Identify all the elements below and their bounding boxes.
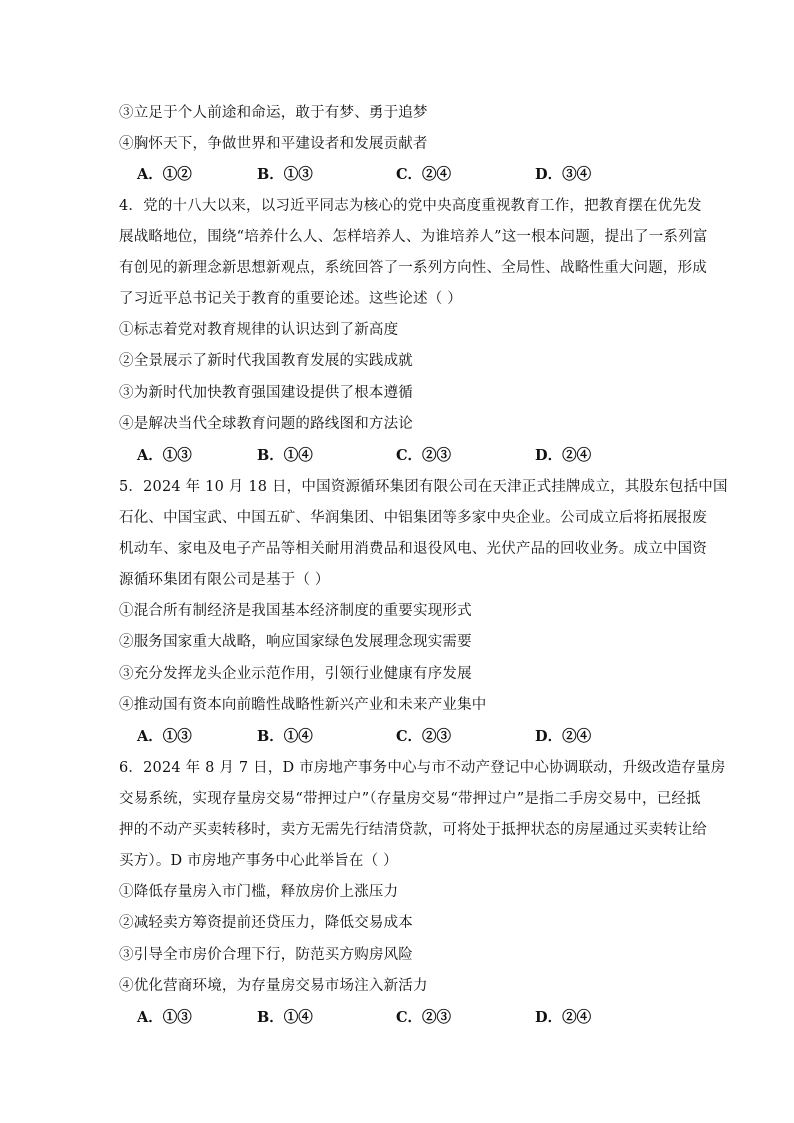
q4-statement-1: ①标志着党对教育规律的认识达到了新高度 — [119, 322, 399, 338]
q5-option-c[interactable]: C．②③ — [396, 728, 452, 745]
q6-option-a[interactable]: A．①③ — [137, 1009, 192, 1026]
q3-option-a[interactable]: A．①② — [137, 166, 192, 183]
q6-stem-line-2: 交易系统，实现存量房交易“带押过户”（存量房交易“带押过户”是指二手房交易中，已经抵 — [119, 791, 701, 807]
q4-statement-2: ②全景展示了新时代我国教育发展的实践成就 — [119, 353, 413, 369]
q6-option-d[interactable]: D．②④ — [535, 1009, 592, 1026]
q4-option-c[interactable]: C．②③ — [396, 447, 452, 464]
q6-statement-3: ③引导全市房价合理下行，防范买方购房风险 — [119, 947, 413, 963]
q5-option-b[interactable]: B．①④ — [257, 728, 313, 745]
q5-stem-line-4: 源循环集团有限公司是基于（ ） — [119, 572, 330, 588]
q5-statement-3: ③充分发挥龙头企业示范作用，引领行业健康有序发展 — [119, 666, 472, 682]
q5-statement-4: ④推动国有资本向前瞻性战略性新兴产业和未来产业集中 — [119, 697, 487, 713]
q5-options — [137, 727, 657, 747]
q5-option-d[interactable]: D．②④ — [535, 728, 592, 745]
q4-options — [137, 446, 657, 466]
q5-stem-line-2: 石化、中国宝武、中国五矿、华润集团、中铝集团等多家中央企业。公司成立后将拓展报废 — [119, 510, 707, 526]
q6-stem-line-1: 6．2024 年 8 月 7 日，D 市房地产事务中心与市不动产登记中心协调联动，升级改造存量房 — [119, 760, 726, 776]
q5-stem-line-1: 5．2024 年 10 月 18 日，中国资源循环集团有限公司在天津正式挂牌成立，其股东包括中国 — [119, 479, 728, 495]
q6-stem-line-4: 买方）。D 市房地产事务中心此举旨在（ ） — [119, 853, 398, 869]
q6-statement-4: ④优化营商环境，为存量房交易市场注入新活力 — [119, 978, 428, 994]
q4-statement-4: ④是解决当代全球教育问题的路线图和方法论 — [119, 416, 413, 432]
q6-option-b[interactable]: B．①④ — [257, 1009, 313, 1026]
q5-statement-2: ②服务国家重大战略，响应国家绿色发展理念现实需要 — [119, 634, 472, 650]
q4-statement-3: ③为新时代加快教育强国建设提供了根本遵循 — [119, 385, 413, 401]
q6-statement-2: ②减轻卖方筹资提前还贷压力，降低交易成本 — [119, 915, 413, 931]
q4-option-d[interactable]: D．②④ — [535, 447, 592, 464]
q4-stem-line-2: 展战略地位，围绕“培养什么人、怎样培养人、为谁培养人”这一根本问题，提出了一系列富 — [119, 229, 708, 245]
q4-stem-line-3: 有创见的新理念新思想新观点，系统回答了一系列方向性、全局性、战略性重大问题，形成 — [119, 260, 707, 276]
q4-stem-line-1: 4．党的十八大以来，以习近平同志为核心的党中央高度重视教育工作，把教育摆在优先发 — [119, 198, 702, 214]
q6-option-c[interactable]: C．②③ — [396, 1009, 452, 1026]
q3-option-b[interactable]: B．①③ — [257, 166, 313, 183]
q3-options — [137, 165, 657, 185]
q3-statement-3: ③立足于个人前途和命运，敢于有梦、勇于追梦 — [119, 105, 428, 121]
q6-stem-line-3: 押的不动产买卖转移时，卖方无需先行结清贷款，可将处于抵押状态的房屋通过买卖转让给 — [119, 822, 707, 838]
q4-option-a[interactable]: A．①③ — [137, 447, 192, 464]
q5-stem-line-3: 机动车、家电及电子产品等相关耐用消费品和退役风电、光伏产品的回收业务。成立中国资 — [119, 541, 707, 557]
q5-statement-1: ①混合所有制经济是我国基本经济制度的重要实现形式 — [119, 603, 472, 619]
q4-option-b[interactable]: B．①④ — [257, 447, 313, 464]
q4-stem-line-4: 了习近平总书记关于教育的重要论述。这些论述（ ） — [119, 291, 462, 307]
q6-options — [137, 1008, 657, 1028]
q3-option-d[interactable]: D．③④ — [535, 166, 592, 183]
q5-option-a[interactable]: A．①③ — [137, 728, 192, 745]
q6-statement-1: ①降低存量房入市门槛，释放房价上涨压力 — [119, 884, 399, 900]
q3-option-c[interactable]: C．②④ — [396, 166, 452, 183]
q3-statement-4: ④胸怀天下，争做世界和平建设者和发展贡献者 — [119, 136, 428, 152]
